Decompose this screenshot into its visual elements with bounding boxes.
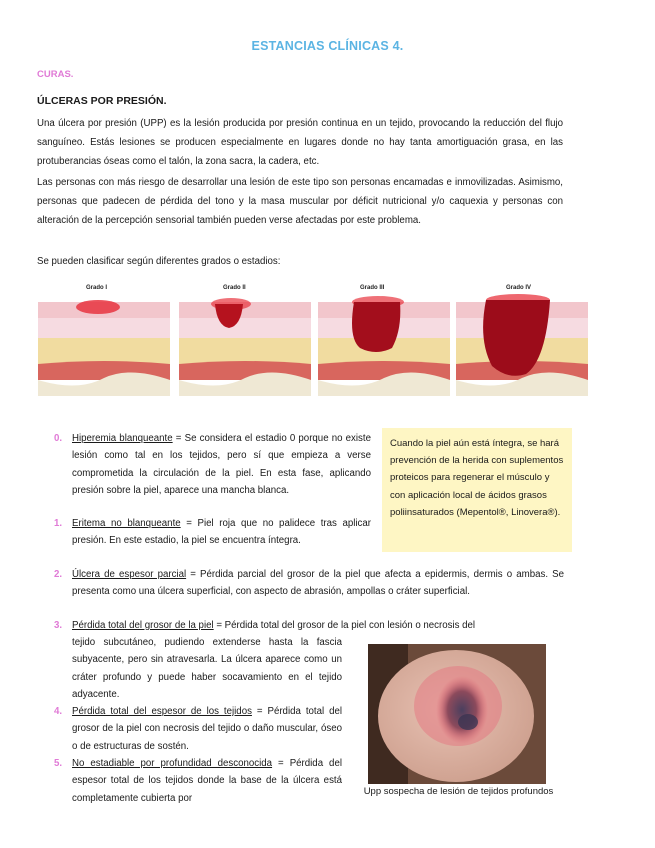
item-text-continued: tejido subcutáneo, pudiendo extenderse hasta la fascia subyacente, pero sin atravesarla. La úlcera aparece como un cráter profundo y puede haber socavamiento en el tejido adyacente.: [72, 637, 342, 701]
item-text: = Pérdida total del grosor de la piel con lesión o necrosis del: [213, 620, 476, 631]
paragraph-risk: Las personas con más riesgo de desarrollar una lesión de este tipo son personas encamadas e inmovilizadas. Asimismo, personas que padecen de pérdida del tono y la masa muscular por déficit nutricional y/o caquexia y personas con alteración de la percepción sensorial también pueden verse afectadas por este problema.: [37, 177, 563, 226]
note-box: Cuando la piel aún está íntegra, se hará prevención de la herida con suplementos proteicos para regenerar el músculo y con aplicación local de ácidos grasos poliinsaturados (Mepentol®, Linovera®).: [382, 428, 572, 552]
item-number: 4.: [54, 706, 63, 717]
stage-illustration-4: [456, 280, 588, 396]
list-item: [54, 703, 342, 755]
stage-label: Grado IV: [506, 285, 532, 291]
item-number: 5.: [54, 758, 63, 769]
item-number: 0.: [54, 433, 63, 444]
item-term: Eritema no blanqueante: [72, 518, 181, 529]
item-term: Pérdida total del espesor de los tejidos: [72, 706, 252, 717]
stage-illustration-3: [318, 280, 450, 396]
list-item: [54, 430, 371, 500]
stage-illustration-1: [38, 280, 170, 396]
list-item: [54, 566, 564, 601]
paragraph-definition: Una úlcera por presión (UPP) es la lesión producida por presión continua en un tejido, provocando la reducción del flujo sanguíneo. Estás lesiones se producen especialmente en lugares donde no hay tanta amortiguación grasa, en las protuberancias óseas como el talón, la zona sacra, la cadera, etc.: [37, 118, 563, 167]
list-item: [54, 515, 371, 550]
item-text: = Pérdida del espesor total de los tejidos donde la base de la úlcera está completamente cubierta por: [72, 758, 342, 804]
section-heading: CURAS.: [37, 69, 74, 80]
item-text: = Piel roja que no palidece tras aplicar presión. En este estadio, la piel se encuentra íntegra.: [72, 518, 371, 547]
item-text: = Se considera el estadio 0 porque no existe lesión como tal en los tejidos, pero sí que empieza a verse comprometida la circulación de la piel. En esta fase, aplicando presión sobre la piel, aparece una mancha blanca.: [72, 433, 371, 497]
list-item: [54, 755, 342, 807]
stage-label: Grado II: [223, 285, 246, 291]
item-text: = Pérdida total del grosor de la piel con necrosis del tejido o daño muscular, óseo o de estructuras de sostén.: [72, 706, 343, 752]
wound-photo: [368, 644, 546, 784]
list-item: [54, 617, 564, 634]
item-term: Pérdida total del grosor de la piel: [72, 620, 214, 631]
item-term: Hiperemia blanqueante: [72, 433, 173, 444]
photo-caption: Upp sospecha de lesión de tejidos profundos: [363, 786, 554, 797]
paragraph-classification: Se pueden clasificar según diferentes grados o estadios:: [37, 256, 281, 267]
item-text: = Pérdida parcial del grosor de la piel que afecta a epidermis, dermis o ambas. Se presenta como una úlcera superficial, con aspecto de abrasión, ampollas o cráter superficial.: [72, 569, 564, 598]
item-term: Úlcera de espesor parcial: [72, 569, 187, 580]
page-title: ESTANCIAS CLÍNICAS 4.: [251, 39, 404, 53]
item-number: 1.: [54, 518, 63, 529]
stage-label: Grado III: [360, 285, 385, 291]
stage-label: Grado I: [86, 285, 108, 291]
item-number: 2.: [54, 569, 63, 580]
item-term: No estadiable por profundidad desconocida: [72, 758, 273, 769]
item-number: 3.: [54, 620, 63, 631]
stage-illustration-2: [179, 280, 311, 396]
subsection-heading: ÚLCERAS POR PRESIÓN.: [37, 95, 167, 107]
